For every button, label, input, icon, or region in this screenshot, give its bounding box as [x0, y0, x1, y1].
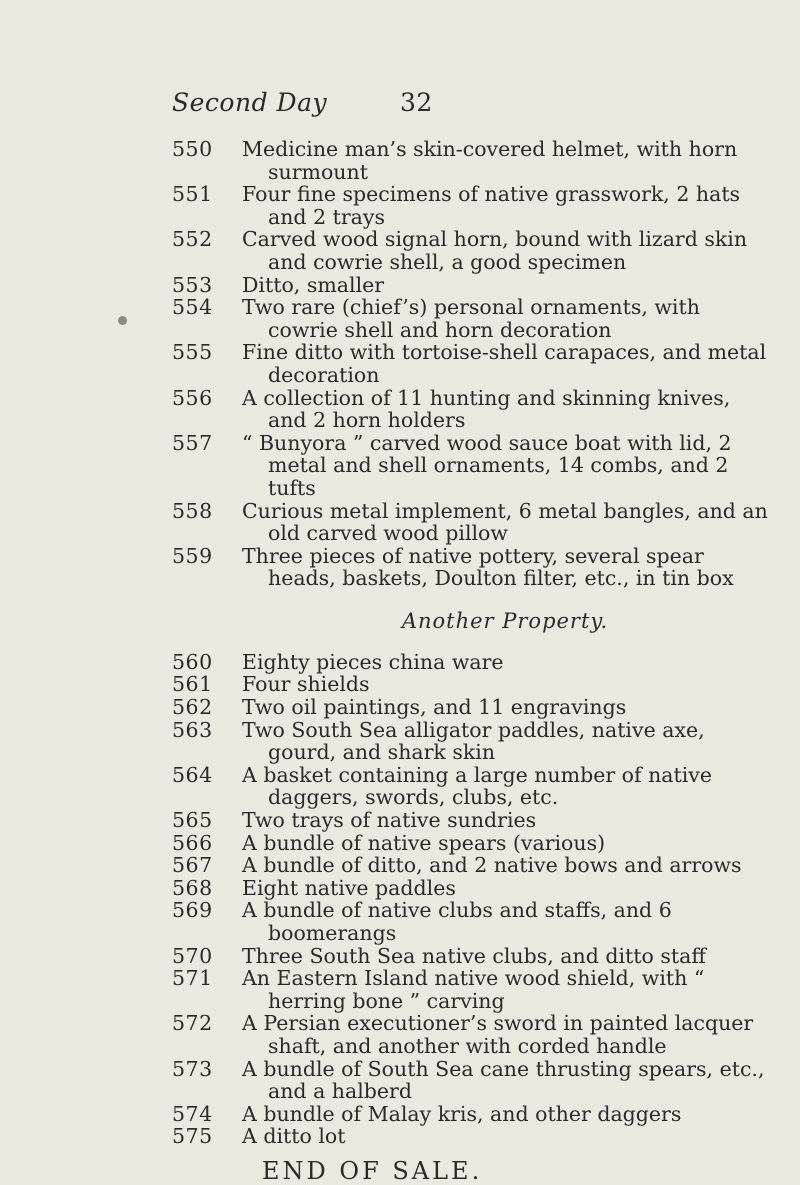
lot-entry	[172, 854, 772, 877]
lot-description: A ditto lot	[242, 1124, 346, 1149]
lot-entry	[172, 1103, 772, 1126]
lot-entry	[172, 341, 772, 386]
end-of-sale: END OF SALE.	[262, 1156, 483, 1185]
lot-number: 561	[172, 672, 213, 697]
lot-entry	[172, 899, 772, 944]
lot-description: Fine ditto with tortoise-shell carapaces, and metal decoration	[242, 340, 767, 387]
lot-number: 552	[172, 227, 213, 252]
lot-entry	[172, 1058, 772, 1103]
lot-number: 563	[172, 717, 213, 742]
lot-entry	[172, 967, 772, 1012]
lot-entry	[172, 387, 772, 432]
lot-number: 555	[172, 340, 213, 365]
lot-list	[172, 138, 772, 1185]
running-title: Second Day	[172, 88, 328, 117]
lot-description: Ditto, smaller	[242, 272, 385, 297]
lot-entry	[172, 1012, 772, 1057]
lot-description: “ Bunyora ” carved wood sauce boat with lid, 2 metal and shell ornaments, 14 combs, and 2 tufts	[242, 430, 732, 500]
lot-entry	[172, 296, 772, 341]
lot-number: 562	[172, 695, 213, 720]
section-subheading: Another Property.	[401, 608, 609, 633]
lot-description: A bundle of native spears (various)	[242, 830, 606, 855]
lot-description: Eighty pieces china ware	[242, 649, 504, 674]
lot-number: 556	[172, 385, 213, 410]
lot-entry	[172, 183, 772, 228]
lot-number: 557	[172, 430, 213, 455]
lot-description: Three South Sea native clubs, and ditto staff	[242, 943, 706, 968]
lot-entry	[172, 500, 772, 545]
lot-entry	[172, 809, 772, 832]
lot-description: A basket containing a large number of native daggers, swords, clubs, etc.	[242, 762, 713, 810]
lot-description: Eight native paddles	[242, 875, 456, 900]
lot-description: A bundle of South Sea cane thrusting spears, etc., and a halberd	[242, 1056, 765, 1104]
lot-entry	[172, 432, 772, 500]
lot-number: 553	[172, 272, 213, 297]
lot-description: Two rare (chief’s) personal ornaments, with cowrie shell and horn decoration	[242, 295, 700, 342]
lot-number: 572	[172, 1011, 213, 1036]
lot-number: 566	[172, 830, 213, 855]
lot-description: A bundle of native clubs and staffs, and 6 boomerangs	[242, 898, 672, 945]
lot-description: A bundle of ditto, and 2 native bows and arrows	[242, 853, 742, 878]
lot-number: 550	[172, 137, 213, 161]
lot-entry	[172, 764, 772, 809]
lot-number: 575	[172, 1124, 213, 1149]
lot-number: 564	[172, 762, 213, 787]
lot-entry	[172, 877, 772, 900]
lot-description: Curious metal implement, 6 metal bangles, and an old carved wood pillow	[242, 498, 768, 546]
margin-ink-mark	[118, 316, 127, 325]
lot-description: Four fine specimens of native grasswork, 2 hats and 2 trays	[242, 182, 741, 229]
lot-description: A collection of 11 hunting and skinning knives, and 2 horn holders	[242, 385, 731, 433]
lot-description: Two South Sea alligator paddles, native axe, gourd, and shark skin	[242, 717, 705, 765]
lot-description: A Persian executioner’s sword in painted lacquer shaft, and another with corded handle	[242, 1011, 754, 1058]
lot-entry	[172, 274, 772, 297]
lot-entry	[172, 1125, 772, 1148]
lot-description: Carved wood signal horn, bound with lizard skin and cowrie shell, a good specimen	[242, 227, 748, 274]
lot-number: 570	[172, 943, 213, 968]
lot-number: 571	[172, 966, 213, 991]
lot-number: 568	[172, 875, 213, 900]
lot-number: 569	[172, 898, 213, 923]
lot-number: 573	[172, 1056, 213, 1081]
lot-number: 554	[172, 295, 213, 320]
lot-group-first	[172, 138, 772, 590]
lot-number: 567	[172, 853, 213, 878]
lot-description: Medicine man’s skin-covered helmet, with horn surmount	[242, 137, 738, 184]
lot-description: Two oil paintings, and 11 engravings	[242, 695, 627, 720]
lot-number: 574	[172, 1101, 213, 1126]
lot-entry	[172, 719, 772, 764]
lot-group-second	[172, 651, 772, 1148]
lot-entry	[172, 228, 772, 273]
lot-number: 558	[172, 498, 213, 523]
lot-description: A bundle of Malay kris, and other daggers	[242, 1101, 682, 1126]
lot-entry	[172, 138, 772, 183]
lot-description: Two trays of native sundries	[242, 808, 537, 833]
lot-number: 559	[172, 543, 213, 568]
lot-number: 560	[172, 649, 213, 674]
lot-entry	[172, 696, 772, 719]
lot-description: An Eastern Island native wood shield, with “ herring bone ” carving	[242, 966, 705, 1013]
lot-number: 551	[172, 182, 213, 207]
lot-entry	[172, 832, 772, 855]
lot-entry	[172, 651, 772, 674]
lot-entry	[172, 945, 772, 968]
lot-number: 565	[172, 808, 213, 833]
lot-entry	[172, 673, 772, 696]
page-number: 32	[400, 88, 433, 117]
lot-description: Three pieces of native pottery, several spear heads, baskets, Doulton filter, etc., in tin box	[242, 543, 734, 591]
lot-entry	[172, 545, 772, 590]
lot-description: Four shields	[242, 672, 370, 697]
page-header	[172, 88, 732, 117]
